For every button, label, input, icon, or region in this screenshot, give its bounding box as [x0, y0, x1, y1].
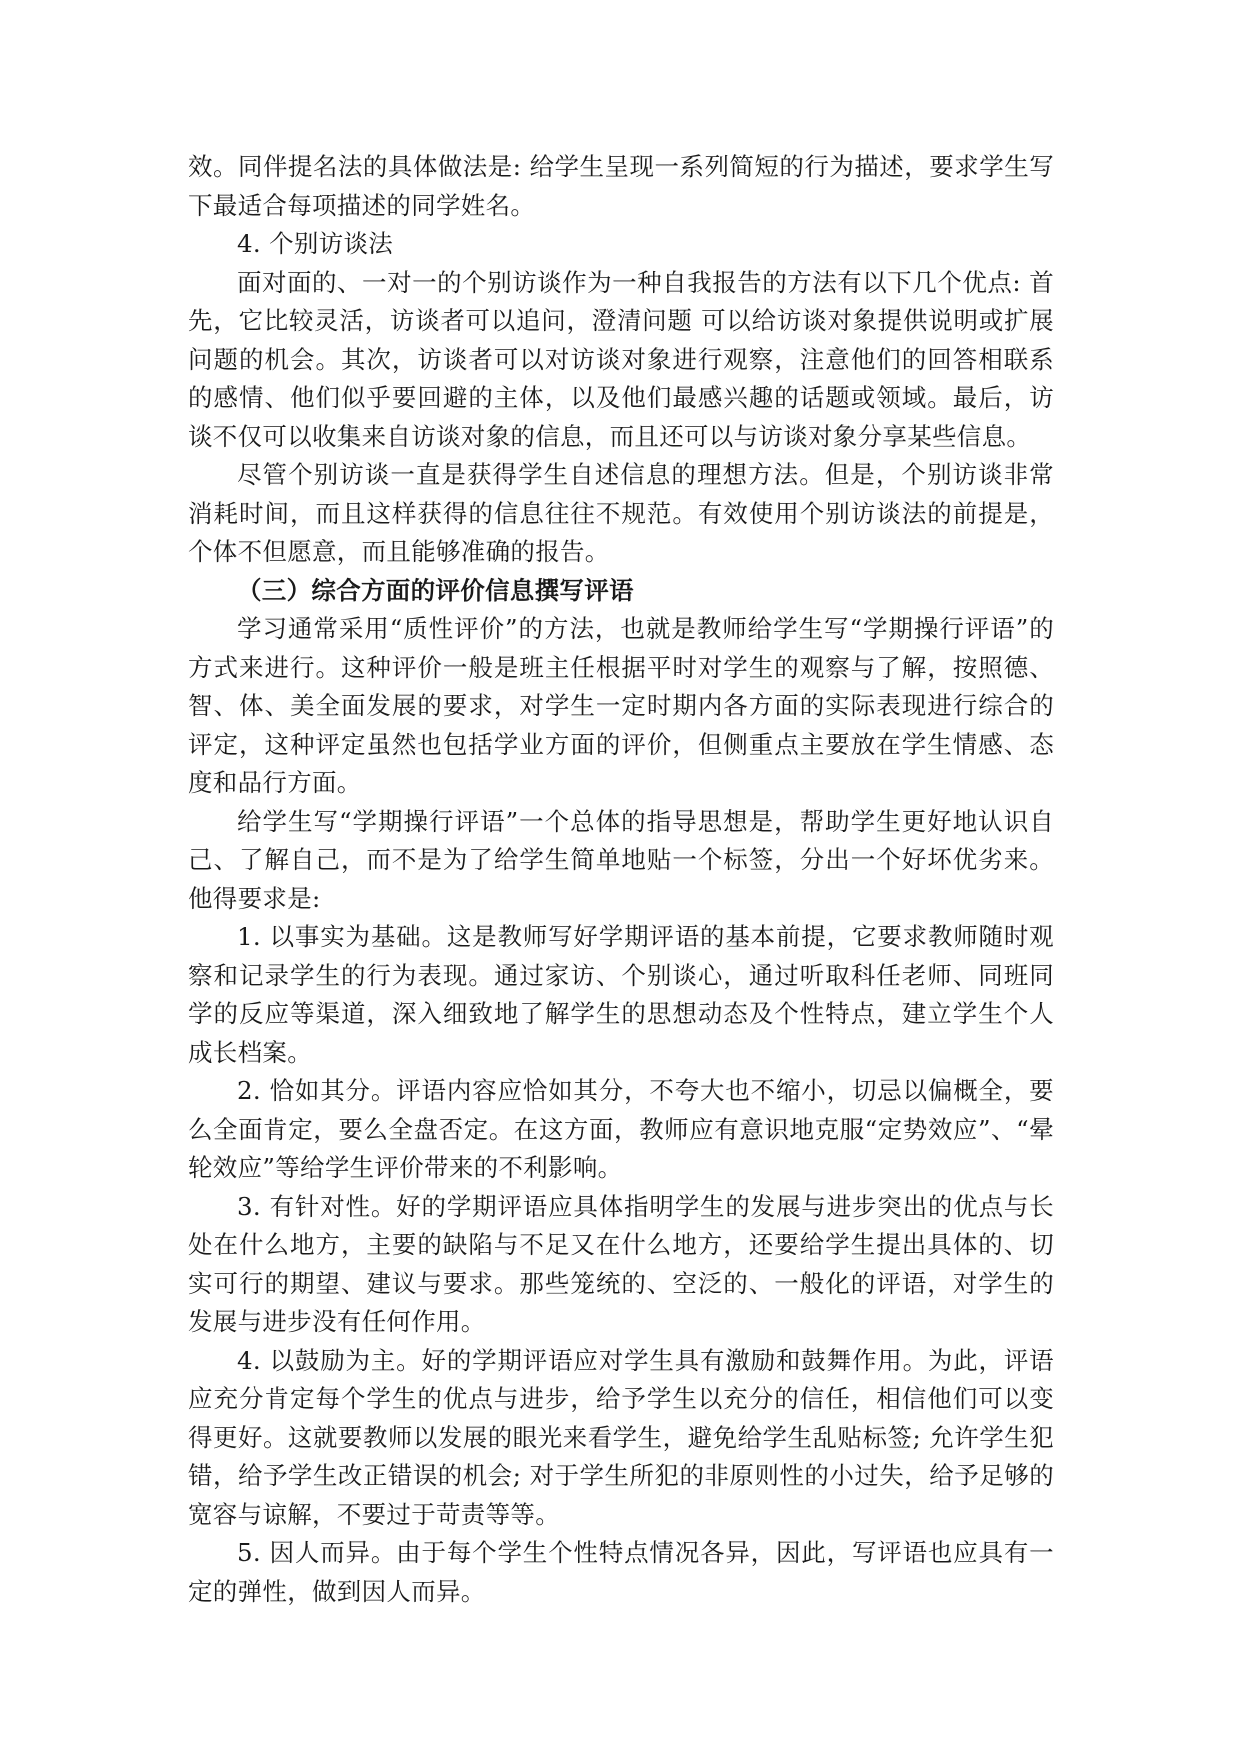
- list-item-2: 2. 恰如其分。评语内容应恰如其分，不夸大也不缩小，切忌以偏概全，要么全面肯定，要么全盘否定。在这方面，教师应有意识地克服“定势效应”、“晕轮效应”等给学生评价带来的不利影响。: [188, 1076, 1054, 1182]
- section-heading: （三）综合方面的评价信息撰写评语: [237, 575, 634, 605]
- paragraph-continuation: 效。同伴提名法的具体做法是: 给学生呈现一系列简短的行为描述，要求学生写下最适合每项描述的同学姓名。: [188, 152, 1054, 220]
- list-item-3: 3. 有针对性。好的学期评语应具体指明学生的发展与进步突出的优点与长处在什么地方，主要的缺陷与不足又在什么地方，还要给学生提出具体的、切实可行的期望、建议与要求。那些笼统的、空泛的、一般化的评语，对学生的发展与进步没有任何作用。: [188, 1191, 1054, 1336]
- list-item-4: 4. 以鼓励为主。好的学期评语应对学生具有激励和鼓舞作用。为此，评语应充分肯定每个学生的优点与进步，给予学生以充分的信任，相信他们可以变得更好。这就要教师以发展的眼光来看学生，避免给学生乱贴标签; 允许学生犯错，给予学生改正错误的机会; 对于学生所犯的非原则性的小过失，给予足够的宽容与谅解，不要过于苛责等等。: [188, 1345, 1054, 1529]
- list-item-heading-interview: 4. 个别访谈法: [237, 229, 394, 258]
- paragraph-interview-advantages: 面对面的、一对一的个别访谈作为一种自我报告的方法有以下几个优点: 首先，它比较灵活，访谈者可以追问，澄清问题 可以给访谈对象提供说明或扩展问题的机会。其次，访谈者可以对访谈对象进行观察，注意他们的回答相联系的感情、他们似乎要回避的主体，以及他们最感兴趣的话题或领域。最后，访谈不仅可以收集来自访谈对象的信息，而且还可以与访谈对象分享某些信息。: [188, 267, 1054, 451]
- list-item-1: 1. 以事实为基础。这是教师写好学期评语的基本前提，它要求教师随时观察和记录学生的行为表现。通过家访、个别谈心，通过听取科任老师、同班同学的反应等渠道，深入细致地了解学生的思想动态及个性特点，建立学生个人成长档案。: [188, 922, 1054, 1067]
- paragraph-qualitative-evaluation: 学习通常采用“质性评价”的方法，也就是教师给学生写“学期操行评语”的方式来进行。这种评价一般是班主任根据平时对学生的观察与了解，按照德、智、体、美全面发展的要求，对学生一定时期内各方面的实际表现进行综合的评定，这种评定虽然也包括学业方面的评价，但侧重点主要放在学生情感、态度和品行方面。: [188, 614, 1055, 797]
- paragraph-interview-limits: 尽管个别访谈一直是获得学生自述信息的理想方法。但是，个别访谈非常消耗时间，而且这样获得的信息往往不规范。有效使用个别访谈法的前提是，个体不但愿意，而且能够准确的报告。: [188, 460, 1054, 566]
- list-item-5: 5. 因人而异。由于每个学生个性特点情况各异，因此，写评语也应具有一定的弹性，做到因人而异。: [188, 1538, 1054, 1606]
- paragraph-guiding-idea: 给学生写“学期操行评语”一个总体的指导思想是，帮助学生更好地认识自己、了解自己，而不是为了给学生简单地贴一个标签，分出一个好坏优劣来。他得要求是:: [188, 806, 1054, 913]
- document-page: [188, 148, 1054, 1611]
